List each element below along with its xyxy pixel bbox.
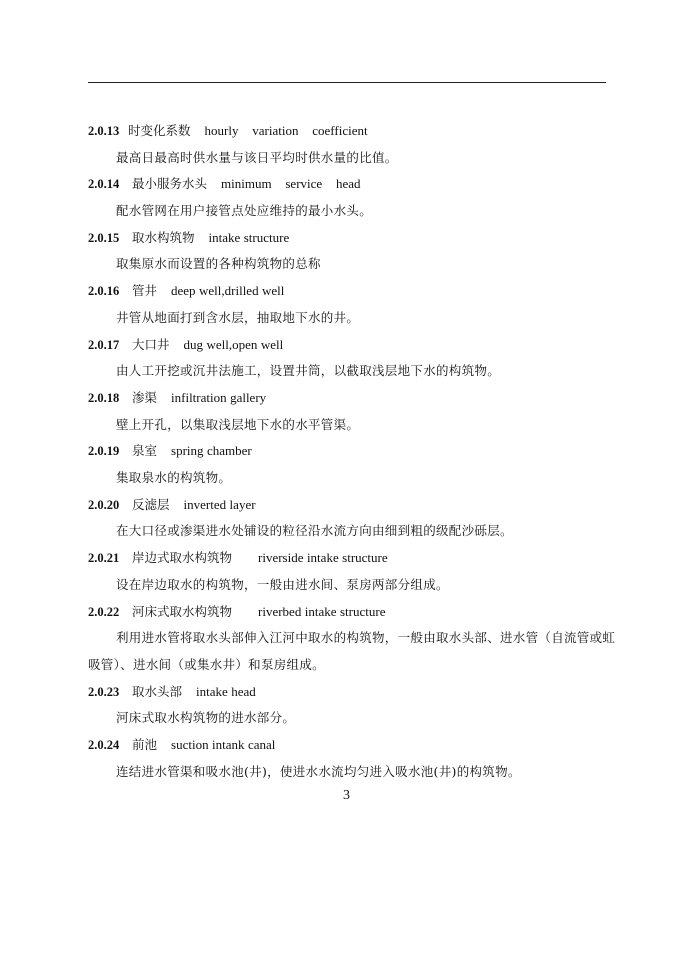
term-definition: 最高日最高时供水量与该日平均时供水量的比值。 [116,149,398,165]
page-number: 3 [343,788,350,803]
term-english: hourly variation coefficient [204,123,368,138]
term-heading [88,438,618,465]
term-english: intake head [196,683,256,699]
term-heading [88,599,618,626]
term-definition: 集取泉水的构筑物。 [116,470,232,486]
term-heading [88,385,618,412]
term-chinese: 河床式取水构筑物 [132,603,233,619]
term-heading [88,492,618,519]
term-heading [88,278,618,305]
term-english: infiltration gallery [171,389,267,405]
term-heading [88,679,618,706]
term-number: 2.0.17 [88,337,120,352]
term-definition: 配水管网在用户接管点处应维持的最小水头。 [116,203,373,219]
term-chinese: 反滤层 [132,496,170,512]
term-heading [88,225,618,252]
term-definition: 连结进水管渠和吸水池(井)，使进水水流均匀进入吸水池(井)的构筑物。 [116,763,521,779]
term-number: 2.0.20 [88,497,120,512]
term-definition: 由人工开挖或沉井法施工，设置井筒，以截取浅层地下水的构筑物。 [116,363,501,379]
term-definition: 利用进水管将取水头部伸入江河中取水的构筑物，一般由取水头部、进水管（自流管或虹吸管）、进水间（或集水井）和泵房组成。 [88,630,616,672]
term-english: riverbed intake structure [258,603,386,619]
term-number: 2.0.13 [88,124,120,138]
term-english: intake structure [208,229,290,245]
entry-2-0-13 [88,118,618,171]
term-chinese: 前池 [132,737,158,752]
term-number: 2.0.22 [88,604,120,619]
term-heading [88,732,618,759]
term-chinese: 岸边式取水构筑物 [132,550,233,566]
document-body [88,118,618,785]
term-chinese: 大口井 [132,336,170,352]
term-number: 2.0.18 [88,390,120,405]
term-chinese: 时变化系数 [128,123,191,138]
term-number: 2.0.23 [88,684,120,699]
term-number: 2.0.24 [88,738,120,752]
entry-2-0-23 [88,679,618,732]
entry-2-0-21 [88,545,618,598]
term-chinese: 泉室 [132,443,158,459]
term-number: 2.0.14 [88,177,120,192]
term-chinese: 管井 [132,283,158,299]
term-definition: 取集原水而设置的各种构筑物的总称 [116,256,321,272]
term-definition: 河床式取水构筑物的进水部分。 [116,710,296,726]
entry-2-0-17 [88,332,618,385]
term-number: 2.0.19 [88,444,120,459]
entry-2-0-15 [88,225,618,278]
term-english: spring chamber [171,443,252,459]
term-chinese: 最小服务水头 [132,176,208,192]
term-definition: 设在岸边取水的构筑物，一般由进水间、泵房两部分组成。 [116,576,449,592]
header-rule [88,82,606,83]
term-heading [88,171,618,198]
term-english: minimum service head [221,176,361,192]
term-number: 2.0.21 [88,551,120,566]
term-chinese: 取水头部 [132,683,183,699]
entry-2-0-16 [88,278,618,331]
term-heading [88,118,618,145]
entry-2-0-14 [88,171,618,224]
term-english: riverside intake structure [258,550,388,566]
entry-2-0-20 [88,492,618,545]
term-definition: 井管从地面打到含水层，抽取地下水的井。 [116,309,360,325]
term-heading [88,332,618,359]
term-english: dug well,open well [183,336,284,352]
entry-2-0-19 [88,438,618,491]
term-chinese: 渗渠 [132,389,158,405]
term-heading [88,545,618,572]
term-english: deep well,drilled well [171,283,285,299]
term-english: inverted layer [183,496,256,512]
term-definition: 壁上开孔，以集取浅层地下水的水平管渠。 [116,416,360,432]
term-definition: 在大口径或渗渠进水处铺设的粒径沿水流方向由细到粗的级配沙砾层。 [116,523,513,539]
term-number: 2.0.15 [88,230,120,245]
entry-2-0-24 [88,732,618,785]
term-chinese: 取水构筑物 [132,229,195,245]
entry-2-0-18 [88,385,618,438]
entry-2-0-22 [88,599,618,679]
term-number: 2.0.16 [88,284,120,299]
term-english: suction intank canal [171,737,276,752]
